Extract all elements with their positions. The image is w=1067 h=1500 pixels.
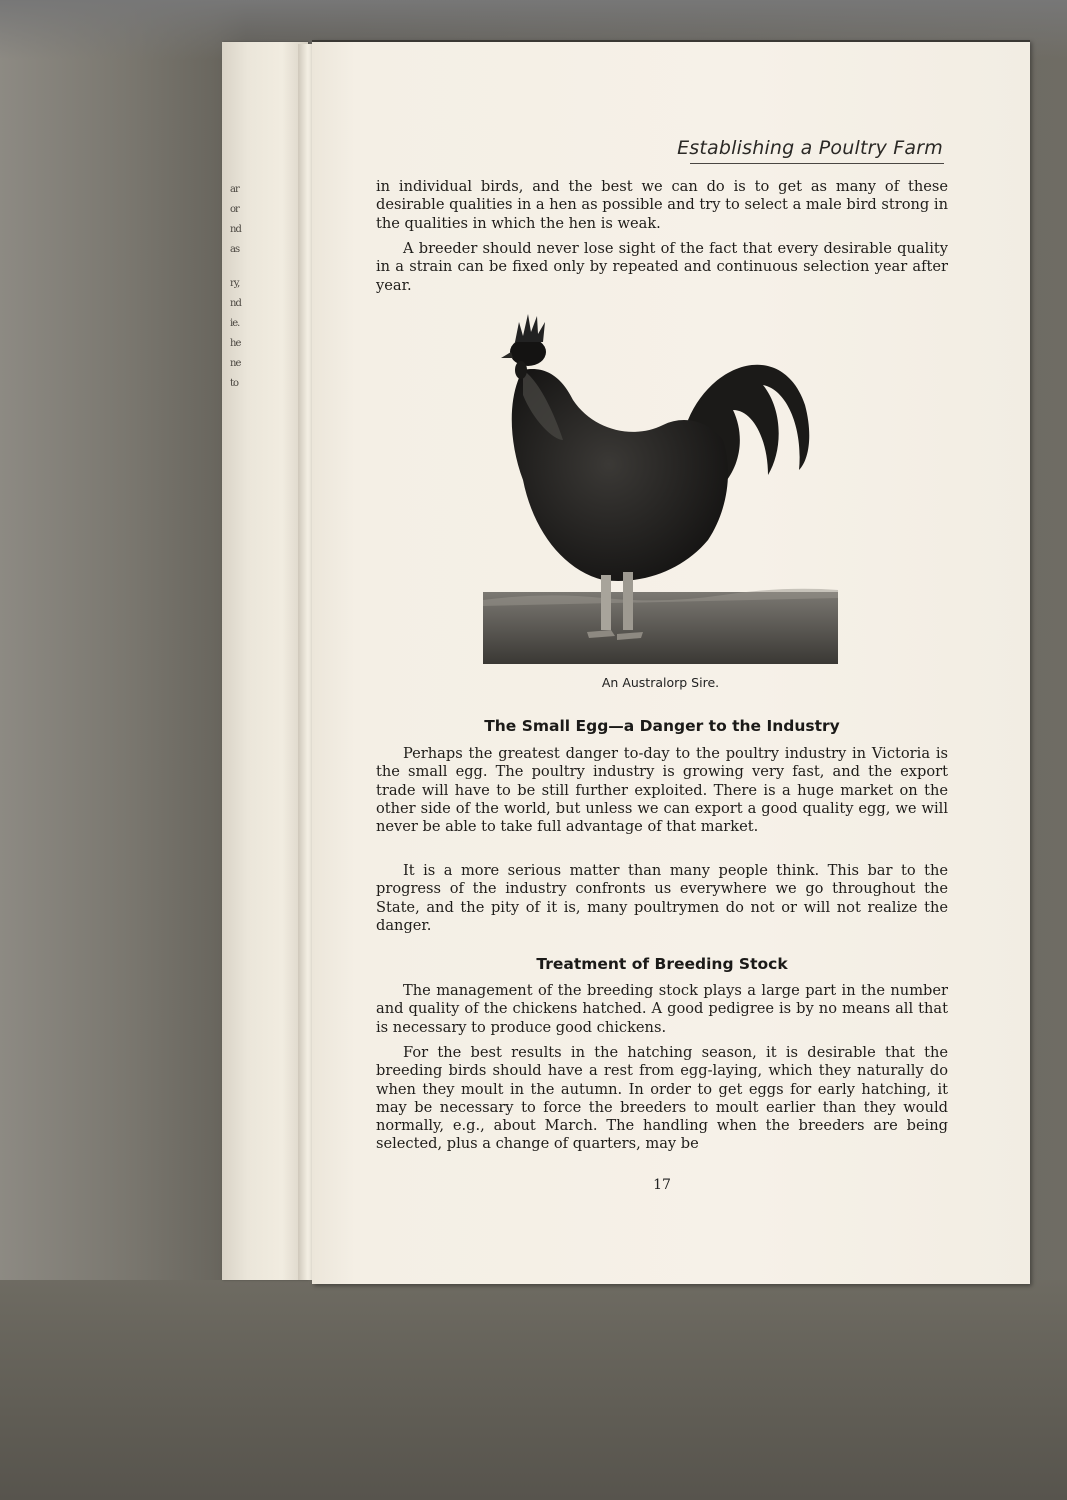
spine-fragment: he xyxy=(230,338,241,349)
spine-fragment: ne xyxy=(230,358,241,369)
paragraph-small-egg-1: Perhaps the greatest danger to-day to the poultry industry in Victoria is the small egg. The poultry industry is growing very fast, and the export trade will have to be still further exploited. There is a huge market on the other side of the world, but unless we can export a good quality egg, we will never be able to take full advantage of that market. xyxy=(376,745,948,836)
paragraph-breeding-2: For the best results in the hatching season, it is desirable that the breeding birds should have a rest from egg-laying, which they naturally do when they moult in the autumn. In order to get eggs for early hatching, it may be necessary to force the breeders to moult earlier than they would normally, e.g., about March. The handling when the breeders are being selected, plus a change of quarters, may be xyxy=(376,1044,948,1153)
spine-fragment: nd xyxy=(230,298,241,309)
heading-breeding-stock: Treatment of Breeding Stock xyxy=(536,955,788,973)
figure-caption: An Australorp Sire. xyxy=(601,675,720,690)
spine-fragment: nd xyxy=(230,224,241,235)
spine-fragment: as xyxy=(230,244,240,255)
paragraph-small-egg-2: It is a more serious matter than many people think. This bar to the progress of the industry confronts us everywhere we go throughout the State, and the pity of it is, many poultrymen do not or will not realize the danger. xyxy=(376,862,948,934)
rooster-photo xyxy=(483,300,838,664)
facing-page-text-fragments xyxy=(230,180,250,394)
scan-background-bottom xyxy=(0,1280,1067,1500)
rooster-photo-icon xyxy=(483,300,838,664)
running-head: Establishing a Poultry Farm xyxy=(677,137,943,159)
page-number: 17 xyxy=(653,1177,671,1193)
spine-fragment: or xyxy=(230,204,239,215)
paragraph-continuation: in individual birds, and the best we can do is to get as many of these desirable qualities in a hen as possible and try to select a male bird strong in the qualities in which the hen is weak. xyxy=(376,178,948,232)
paragraph-selection: A breeder should never lose sight of the fact that every desirable quality in a strain can be fixed only by repeated and continuous selection year after year. xyxy=(376,240,948,294)
spine-fragment: ar xyxy=(230,184,239,195)
heading-small-egg: The Small Egg—a Danger to the Industry xyxy=(484,717,840,735)
paragraph-breeding-1: The management of the breeding stock plays a large part in the number and quality of the chickens hatched. A good pedigree is by no means all that is necessary to produce good chickens. xyxy=(376,982,948,1036)
running-head-rule xyxy=(690,163,944,164)
spine-fragment: to xyxy=(230,378,239,389)
spine-fragment: ry, xyxy=(230,278,240,289)
spine-fragment: ie. xyxy=(230,318,240,329)
